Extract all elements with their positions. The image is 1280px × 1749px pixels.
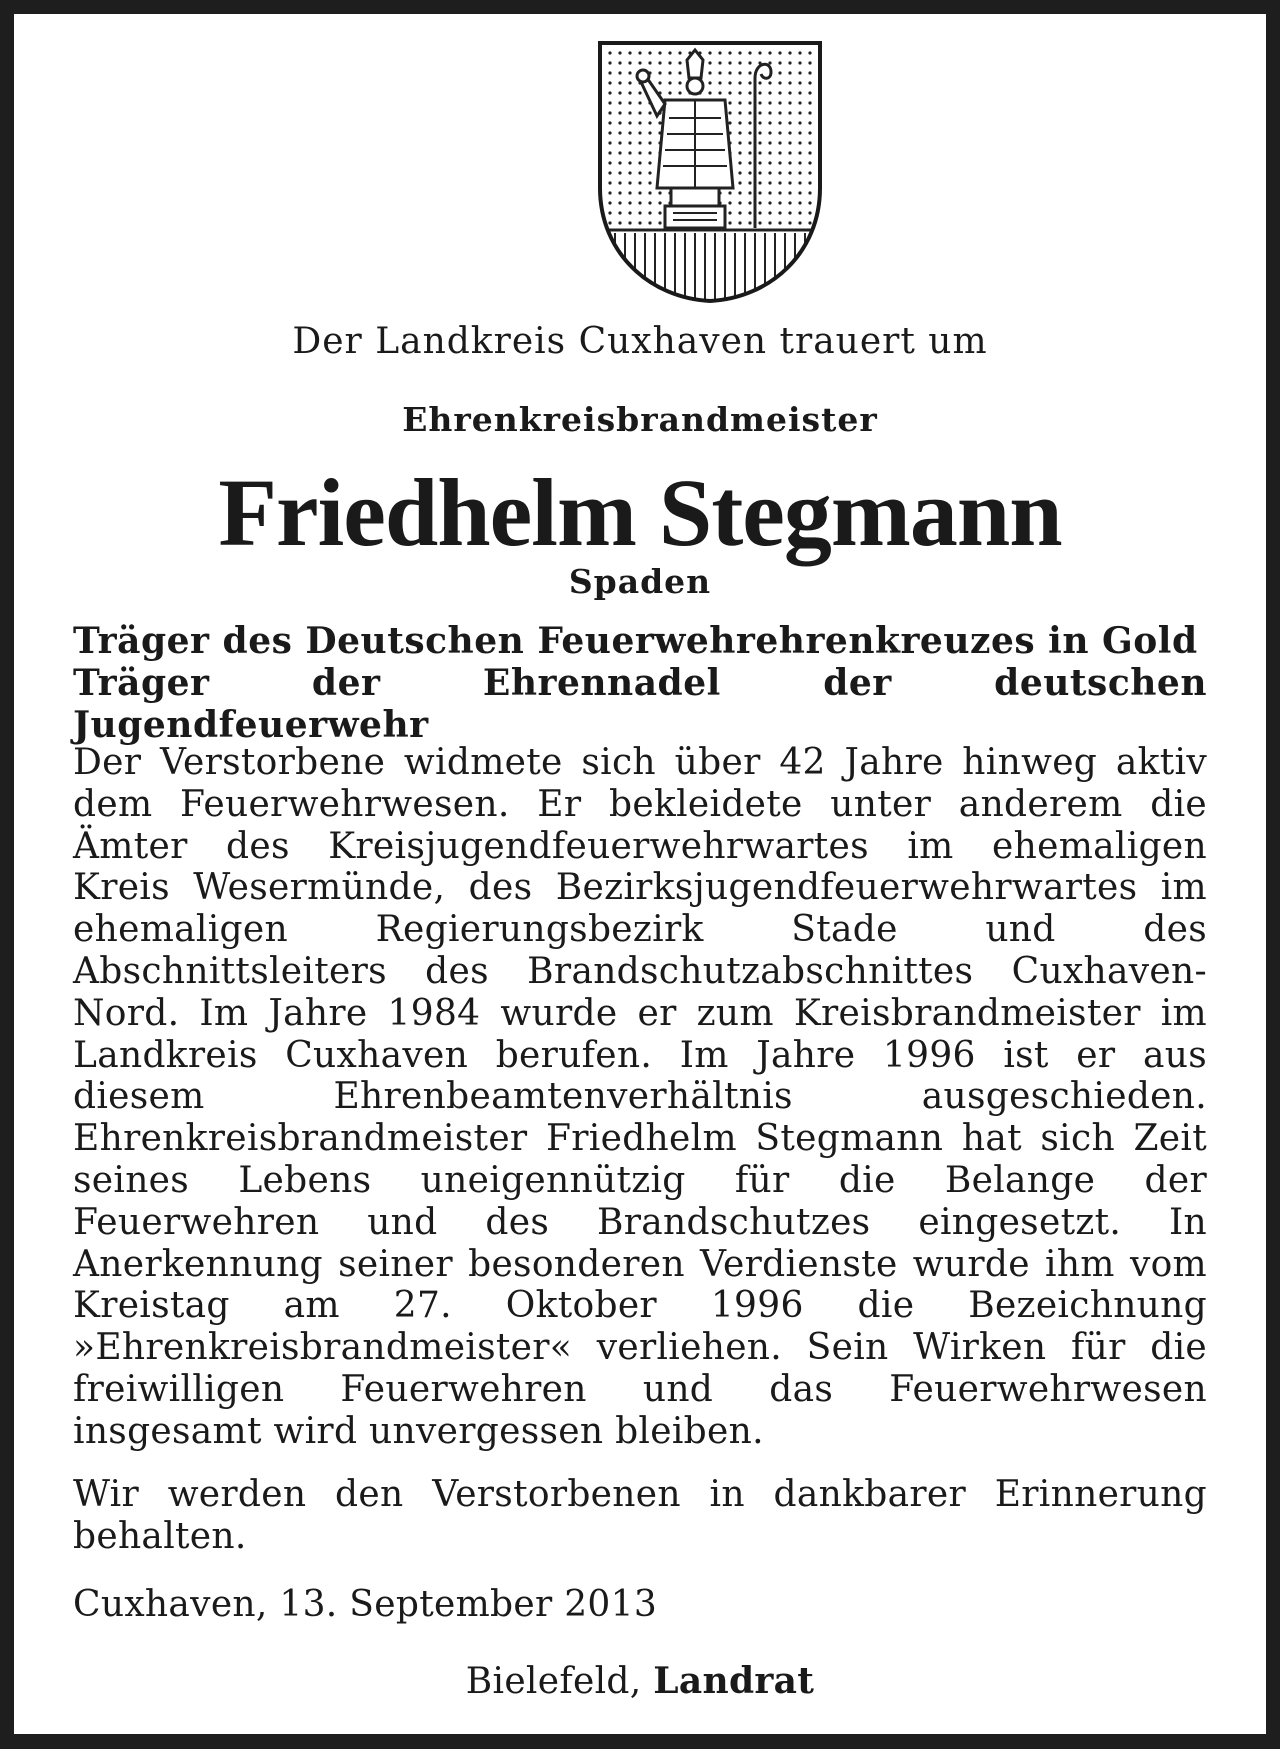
- closing-paragraph: Wir werden den Verstorbenen in dankbarer Erinnerung behalten.: [73, 1474, 1207, 1557]
- honors-list: [73, 620, 1207, 746]
- deceased-name: Friedhelm Stegmann: [218, 459, 1062, 566]
- signature: [73, 1660, 1207, 1703]
- hometown: Spaden: [568, 562, 712, 601]
- signer-name: Bielefeld,: [465, 1661, 642, 1702]
- coat-of-arms-icon: [595, 38, 825, 306]
- biography-paragraph: Der Verstorbene widmete sich über 42 Jahre hinweg aktiv dem Feuerwehrwesen. Er bekleidete unter anderem die Ämter des Kreisjugendfeuerwehrwartes im ehemaligen Kreis Wesermünde, des Bezirksjugendfeuerwehrwartes im ehemaligen Regierungsbezirk Stade und des Abschnittsleiters des Brandschutzabschnittes Cuxhaven-Nord. Im Jahre 1984 wurde er zum Kreisbrandmeister im Landkreis Cuxhaven berufen. Im Jahre 1996 ist er aus diesem Ehrenbeamtenverhältnis ausgeschieden. Ehrenkreisbrandmeister Friedhelm Stegmann hat sich Zeit seines Lebens uneigennützig für die Belange der Feuerwehren und des Brandschutzes eingesetzt. In Anerkennung seiner besonderen Verdienste wurde ihm vom Kreistag am 27. Oktober 1996 die Bezeichnung »Ehrenkreisbrandmeister« verliehen. Sein Wirken für die freiwilligen Feuerwehren und das Feuerwehrwesen insgesamt wird unvergessen bleiben.: [73, 742, 1207, 1452]
- signer-title: Landrat: [653, 1660, 815, 1702]
- honorary-rank: Ehrenkreisbrandmeister: [402, 400, 878, 439]
- date-line: Cuxhaven, 13. September 2013: [73, 1584, 658, 1625]
- mourning-intro: Der Landkreis Cuxhaven trauert um: [292, 321, 988, 362]
- honor-item: Träger des Deutschen Feuerwehrehrenkreuzes in Gold: [73, 620, 1198, 662]
- honor-item: Träger der Ehrennadel der deutschen Jugendfeuerwehr: [73, 662, 1207, 746]
